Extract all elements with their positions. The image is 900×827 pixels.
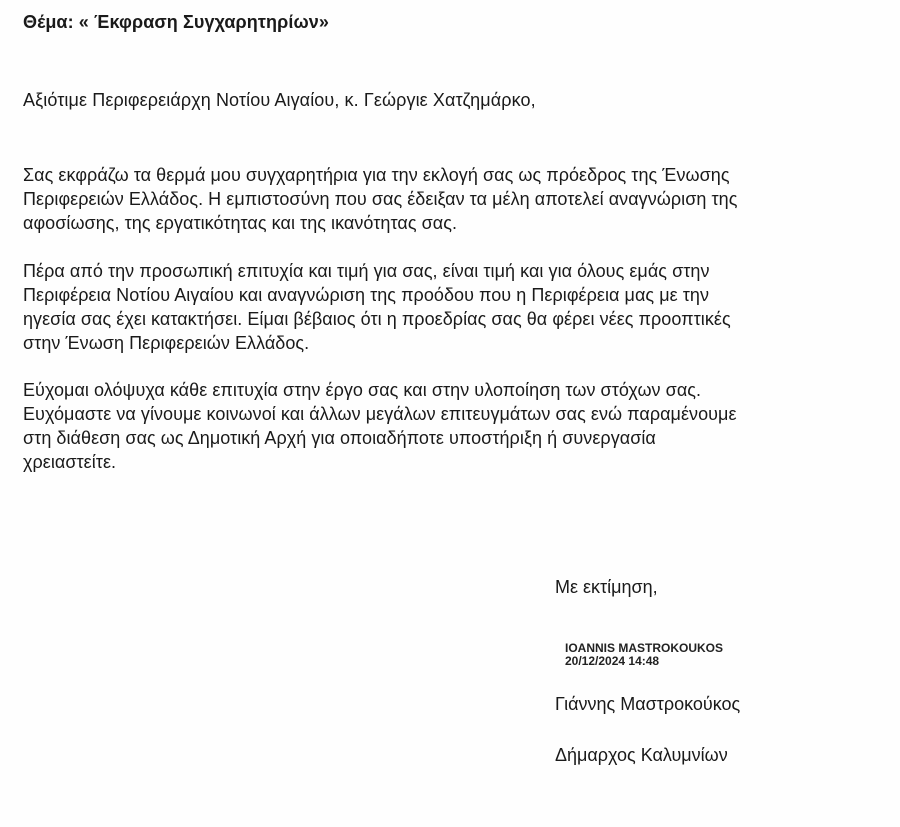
letter-salutation: Αξιότιμε Περιφερειάρχη Νοτίου Αιγαίου, κ. Γεώργιε Χατζημάρκο, bbox=[23, 90, 536, 110]
paragraph-line: στη διάθεση σας ως Δημοτική Αρχή για οποιαδήποτε υποστήριξη ή συνεργασία bbox=[23, 428, 656, 448]
paragraph-line: χρειαστείτε. bbox=[23, 452, 117, 472]
signer-name: Γιάννης Μαστροκούκος bbox=[555, 694, 741, 714]
paragraph-line: Ευχόμαστε να γίνουμε κοινωνοί και άλλων μεγάλων επιτευγμάτων σας ενώ παραμένουμε bbox=[23, 404, 737, 424]
paragraph-line: Πέρα από την προσωπική επιτυχία και τιμή για σας, είναι τιμή και για όλους εμάς στην bbox=[23, 261, 710, 281]
paragraph-honor bbox=[23, 259, 873, 355]
paragraph-line: Σας εκφράζω τα θερμά μου συγχαρητήρια για την εκλογή σας ως πρόεδρος της Ένωσης bbox=[23, 165, 730, 185]
letter-closing: Με εκτίμηση, bbox=[555, 577, 658, 597]
digital-signature-timestamp: 20/12/2024 14:48 bbox=[565, 654, 660, 668]
signer-title: Δήμαρχος Καλυμνίων bbox=[555, 745, 728, 765]
paragraph-line: στην Ένωση Περιφερειών Ελλάδος. bbox=[23, 333, 310, 353]
paragraph-wishes bbox=[23, 378, 873, 474]
paragraph-line: ηγεσία σας έχει κατακτήσει. Είμαι βέβαιος ότι η προεδρίας σας θα φέρει νέες προοπτικές bbox=[23, 309, 731, 329]
paragraph-line: Περιφέρεια Νοτίου Αιγαίου και αναγνώριση της προόδου που η Περιφέρεια μας με την bbox=[23, 285, 710, 305]
paragraph-line: Περιφερειών Ελλάδος. Η εμπιστοσύνη που σας έδειξαν τα μέλη αποτελεί αναγνώριση της bbox=[23, 189, 738, 209]
digital-signature-name: IOANNIS MASTROKOUKOS bbox=[565, 641, 724, 655]
paragraph-line: Εύχομαι ολόψυχα κάθε επιτυχία στην έργο σας και στην υλοποίηση των στόχων σας. bbox=[23, 380, 702, 400]
letter-subject: Θέμα: « Έκφραση Συγχαρητηρίων» bbox=[23, 12, 329, 32]
digital-signature-stamp bbox=[565, 642, 723, 668]
paragraph-congratulations bbox=[23, 163, 873, 235]
paragraph-line: αφοσίωσης, της εργατικότητας και της ικανότητας σας. bbox=[23, 213, 457, 233]
